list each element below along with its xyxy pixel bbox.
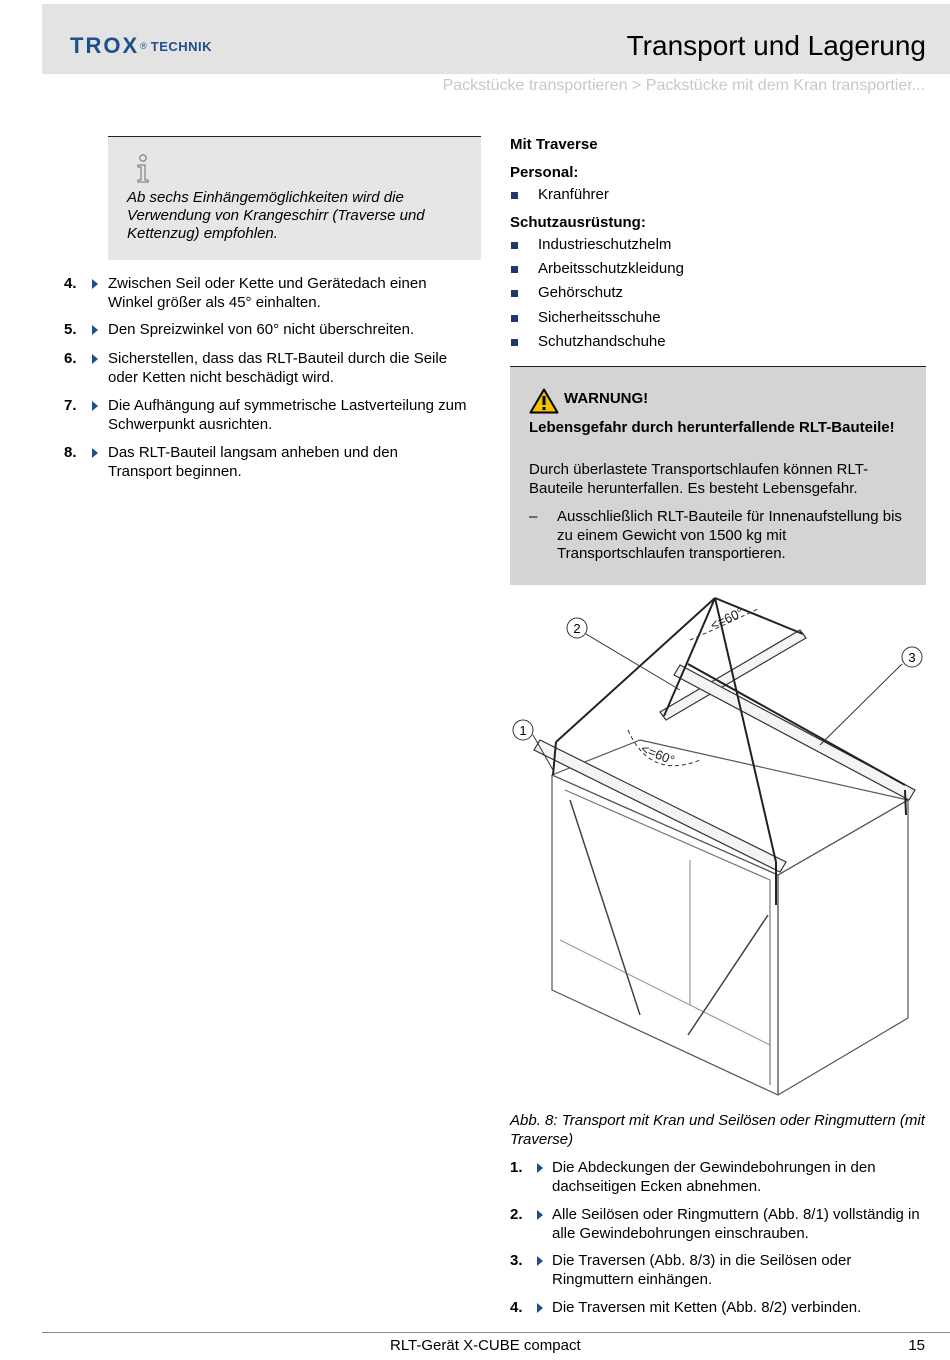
step-arrow-icon	[92, 279, 98, 289]
breadcrumb: Packstücke transportieren > Packstücke mit dem Kran transportier...	[442, 77, 925, 94]
bullet-square-icon	[511, 339, 518, 346]
step-arrow-icon	[92, 354, 98, 364]
step-number: 5.	[64, 321, 77, 338]
callout-1	[513, 720, 533, 740]
step-number: 2.	[510, 1206, 523, 1223]
step-text: Die Aufhängung auf symmetrische Lastverteilung zum Schwerpunkt ausrichten.	[108, 397, 467, 433]
figure-caption: Abb. 8: Transport mit Kran und Seilösen oder Ringmuttern (mit Traverse)	[510, 1112, 925, 1148]
protection-text: Arbeitsschutzkleidung	[538, 260, 684, 277]
logo-subtext: TECHNIK	[150, 38, 213, 54]
step-text: Alle Seilösen oder Ringmuttern (Abb. 8/1) vollständig in alle Gewindebohrungen einschrauben.	[552, 1206, 920, 1242]
bullet-square-icon	[511, 266, 518, 273]
step-arrow-icon	[537, 1210, 543, 1220]
step-text: Sicherstellen, dass das RLT-Bauteil durch die Seile oder Ketten nicht beschädigt wird.	[108, 350, 448, 386]
warning-triangle-icon	[529, 388, 559, 414]
warning-body: Durch überlastete Transportschlaufen können RLT-Bauteile herunterfallen. Es besteht Lebensgefahr.	[529, 461, 869, 497]
step-text: Die Abdeckungen der Gewindebohrungen in den dachseitigen Ecken abnehmen.	[552, 1159, 876, 1195]
step-text: Die Traversen (Abb. 8/3) in die Seilösen oder Ringmuttern einhängen.	[552, 1252, 852, 1288]
warning-instruction: Ausschließlich RLT-Bauteile für Innenaufstellung bis zu einem Gewicht von 1500 kg mit Transportschlaufen transportieren.	[557, 508, 902, 562]
step-number: 6.	[64, 350, 77, 367]
step-text: Zwischen Seil oder Kette und Gerätedach einen Winkel größer als 45° einhalten.	[108, 275, 427, 311]
chains	[553, 598, 906, 905]
protection-text: Sicherheitsschuhe	[538, 309, 661, 326]
warning-heading: Lebensgefahr durch herunterfallende RLT-Bauteile!	[529, 419, 895, 436]
step-arrow-icon	[92, 325, 98, 335]
step-number: 3.	[510, 1252, 523, 1269]
step-number: 1.	[510, 1159, 523, 1176]
step-arrow-icon	[92, 401, 98, 411]
section-title: Mit Traverse	[510, 136, 598, 153]
crane-transport-figure	[505, 590, 935, 1100]
protection-text: Industrieschutzhelm	[538, 236, 672, 253]
step-text: Das RLT-Bauteil langsam anheben und den Transport beginnen.	[108, 444, 398, 480]
step-arrow-icon	[537, 1256, 543, 1266]
bullet-square-icon	[511, 192, 518, 199]
step-number: 7.	[64, 397, 77, 414]
page-title: Transport und Lagerung	[626, 30, 926, 61]
step-arrow-icon	[92, 448, 98, 458]
warning-dash: –	[529, 508, 538, 525]
step-text: Die Traversen mit Ketten (Abb. 8/2) verbinden.	[552, 1299, 862, 1316]
bullet-square-icon	[511, 315, 518, 322]
callout-2	[567, 618, 587, 638]
traverse-beams	[534, 630, 915, 872]
protection-label: Schutzausrüstung:	[510, 214, 646, 231]
protection-text: Gehörschutz	[538, 284, 624, 301]
logo-registered-mark: ®	[140, 41, 147, 51]
warning-signal-word: WARNUNG!	[564, 390, 649, 407]
callout-3	[902, 647, 922, 667]
angle-label-front: <=60°	[638, 740, 677, 768]
step-number: 4.	[64, 275, 77, 292]
personnel-label: Personal:	[510, 164, 579, 181]
callout-label: 2	[573, 621, 581, 636]
angle-label-top: <=60°	[707, 604, 746, 633]
footer-document-title: RLT-Gerät X-CUBE compact	[390, 1337, 581, 1354]
logo-text: TROX	[70, 33, 140, 58]
trox-logo	[70, 33, 212, 59]
box-unit	[552, 740, 908, 1095]
footer-divider	[42, 1332, 950, 1333]
info-note: Ab sechs Einhängemöglichkeiten wird die Verwendung von Krangeschirr (Traverse und Kettenzug) empfohlen.	[127, 189, 425, 242]
personnel-text: Kranführer	[538, 186, 609, 203]
callout-label: 1	[519, 723, 527, 738]
step-arrow-icon	[537, 1303, 543, 1313]
step-arrow-icon	[537, 1163, 543, 1173]
protection-text: Schutzhandschuhe	[538, 333, 666, 350]
bullet-square-icon	[511, 290, 518, 297]
page-number: 15	[908, 1337, 925, 1354]
step-number: 4.	[510, 1299, 523, 1316]
callout-label: 3	[908, 650, 916, 665]
step-number: 8.	[64, 444, 77, 461]
bullet-square-icon	[511, 242, 518, 249]
step-text: Den Spreizwinkel von 60° nicht überschreiten.	[108, 321, 415, 338]
info-icon	[132, 154, 154, 184]
